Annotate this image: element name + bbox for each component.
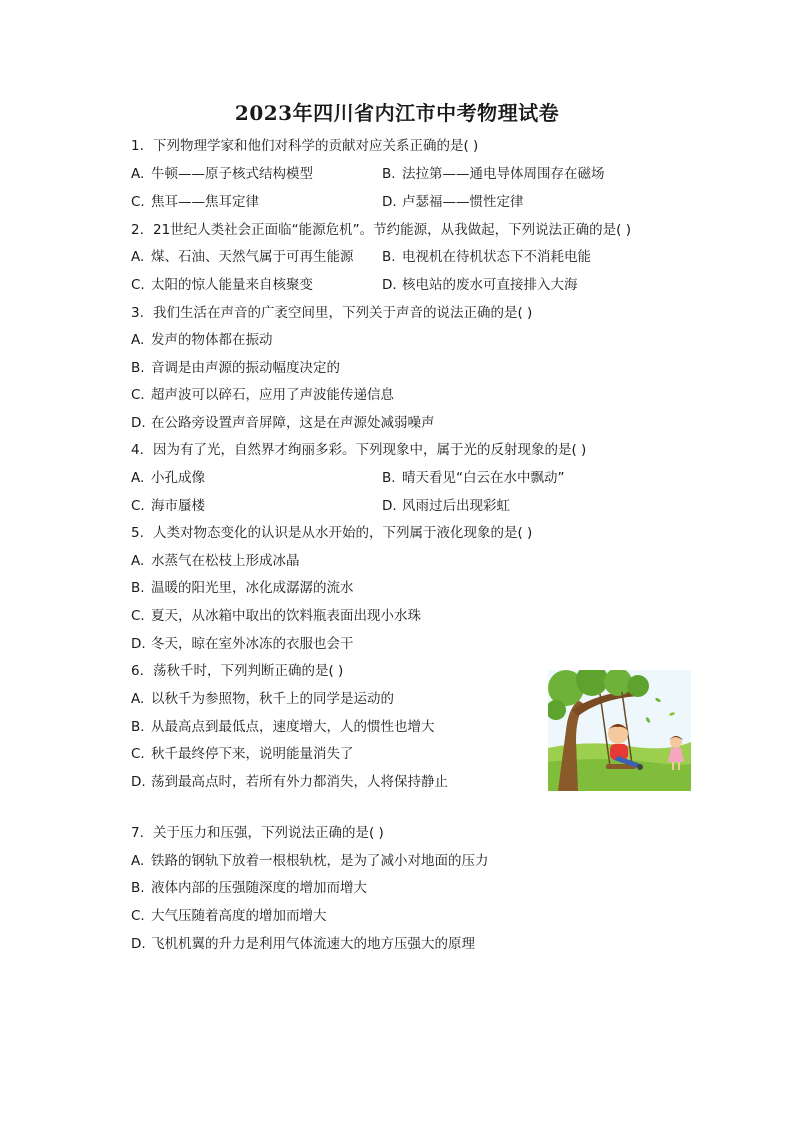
option-label: B. (131, 580, 145, 596)
page-title: 2023年四川省内江市中考物理试卷 (234, 101, 560, 125)
option-label: A. (131, 249, 145, 265)
question-4-option-d (382, 497, 510, 515)
question-text: 荡秋千时，下列判断正确的是( ) (153, 663, 344, 679)
option-text: 法拉第——通电导体周围存在磁场 (402, 166, 605, 182)
option-text: 小孔成像 (151, 470, 205, 486)
option-label: D. (131, 774, 146, 790)
question-number: 5. (131, 525, 144, 541)
option-label: D. (131, 636, 146, 652)
option-text: 牛顿——原子核式结构模型 (151, 166, 313, 182)
option-label: C. (131, 746, 145, 762)
option-label: A. (131, 332, 145, 348)
question-2-option-b (382, 248, 591, 266)
question-5-stem (131, 524, 532, 542)
question-text: 人类对物态变化的认识是从水开始的，下列属于液化现象的是( ) (153, 525, 533, 541)
option-label: A. (131, 553, 145, 569)
question-4-option-a (131, 469, 205, 487)
question-6-option-d (131, 773, 448, 791)
question-3-option-b (131, 359, 340, 377)
option-label: B. (131, 880, 145, 896)
question-number: 6. (131, 663, 144, 679)
question-text: 下列物理学家和他们对科学的贡献对应关系正确的是( ) (153, 138, 479, 154)
option-label: C. (131, 908, 145, 924)
option-text: 电视机在待机状态下不消耗电能 (402, 249, 591, 265)
question-2-option-c (131, 276, 313, 294)
option-text: 荡到最高点时，若所有外力都消失，人将保持静止 (151, 774, 448, 790)
option-text: 以秋千为参照物，秋千上的同学是运动的 (151, 691, 394, 707)
question-7-stem (131, 824, 384, 842)
question-6-option-a (131, 690, 394, 708)
option-label: A. (131, 691, 145, 707)
option-text: 焦耳——焦耳定律 (151, 194, 259, 210)
option-text: 秋千最终停下来，说明能量消失了 (151, 746, 354, 762)
question-2-option-d (382, 276, 578, 294)
option-label: B. (131, 360, 145, 376)
option-text: 核电站的废水可直接排入大海 (402, 277, 578, 293)
question-number: 1. (131, 138, 144, 154)
question-1-option-c (131, 193, 259, 211)
option-label: A. (131, 853, 145, 869)
question-5-option-d (131, 635, 354, 653)
question-1-stem (131, 137, 478, 155)
option-label: B. (382, 470, 396, 486)
question-5-option-c (131, 607, 421, 625)
option-text: 温暖的阳光里，冰化成潺潺的流水 (151, 580, 354, 596)
option-text: 音调是由声源的振动幅度决定的 (151, 360, 340, 376)
option-label: D. (382, 277, 397, 293)
question-4-option-b (382, 469, 565, 487)
question-4-stem (131, 441, 586, 459)
question-1-option-b (382, 165, 605, 183)
option-text: 发声的物体都在振动 (151, 332, 273, 348)
option-text: 卢瑟福——惯性定律 (402, 194, 524, 210)
question-number: 7. (131, 825, 144, 841)
question-1-option-a (131, 165, 313, 183)
question-6-option-c (131, 745, 354, 763)
option-label: C. (131, 608, 145, 624)
question-3-option-c (131, 386, 394, 404)
option-label: A. (131, 470, 145, 486)
option-label: C. (131, 194, 145, 210)
question-1-option-d (382, 193, 524, 211)
option-text: 从最高点到最低点，速度增大，人的惯性也增大 (151, 719, 435, 735)
question-7-option-a (131, 852, 489, 870)
question-6-option-b (131, 718, 435, 736)
option-text: 水蒸气在松枝上形成冰晶 (151, 553, 300, 569)
option-text: 夏天，从冰箱中取出的饮料瓶表面出现小水珠 (151, 608, 421, 624)
option-label: D. (131, 415, 146, 431)
question-text: 我们生活在声音的广袤空间里，下列关于声音的说法正确的是( ) (153, 305, 533, 321)
option-text: 超声波可以碎石，应用了声波能传递信息 (151, 387, 394, 403)
option-text: 在公路旁设置声音屏障，这是在声源处减弱噪声 (151, 415, 435, 431)
option-label: B. (382, 249, 396, 265)
option-text: 晴天看见“白云在水中飘动” (402, 470, 565, 486)
question-text: 因为有了光，自然界才绚丽多彩。下列现象中，属于光的反射现象的是( ) (153, 442, 587, 458)
option-text: 飞机机翼的升力是利用气体流速大的地方压强大的原理 (151, 936, 475, 952)
option-text: 液体内部的压强随深度的增加而增大 (151, 880, 367, 896)
question-7-option-c (131, 907, 327, 925)
question-7-option-d (131, 935, 475, 953)
option-text: 海市蜃楼 (151, 498, 205, 514)
option-text: 大气压随着高度的增加而增大 (151, 908, 327, 924)
option-text: 煤、石油、天然气属于可再生能源 (151, 249, 354, 265)
option-label: C. (131, 277, 145, 293)
option-text: 风雨过后出现彩虹 (402, 498, 510, 514)
question-5-option-a (131, 552, 300, 570)
option-label: C. (131, 498, 145, 514)
option-label: B. (131, 719, 145, 735)
option-label: D. (382, 194, 397, 210)
question-3-option-d (131, 414, 435, 432)
option-label: B. (382, 166, 396, 182)
option-label: D. (131, 936, 146, 952)
option-label: A. (131, 166, 145, 182)
question-number: 4. (131, 442, 144, 458)
question-3-stem (131, 304, 532, 322)
question-2-stem (131, 221, 631, 239)
question-5-option-b (131, 579, 354, 597)
question-number: 2. (131, 222, 144, 238)
option-label: C. (131, 387, 145, 403)
option-text: 太阳的惊人能量来自核聚变 (151, 277, 313, 293)
option-text: 铁路的钢轨下放着一根根轨枕，是为了减小对地面的压力 (151, 853, 489, 869)
question-7-option-b (131, 879, 367, 897)
question-3-option-a (131, 331, 273, 349)
question-text: 21世纪人类社会正面临“能源危机”。节约能源，从我做起，下列说法正确的是( ) (153, 222, 631, 238)
swing-illustration-icon (548, 670, 691, 791)
question-number: 3. (131, 305, 144, 321)
option-label: D. (382, 498, 397, 514)
question-text: 关于压力和压强，下列说法正确的是( ) (153, 825, 384, 841)
option-text: 冬天，晾在室外冰冻的衣服也会干 (151, 636, 354, 652)
question-4-option-c (131, 497, 205, 515)
question-6-stem (131, 662, 343, 680)
question-2-option-a (131, 248, 354, 266)
